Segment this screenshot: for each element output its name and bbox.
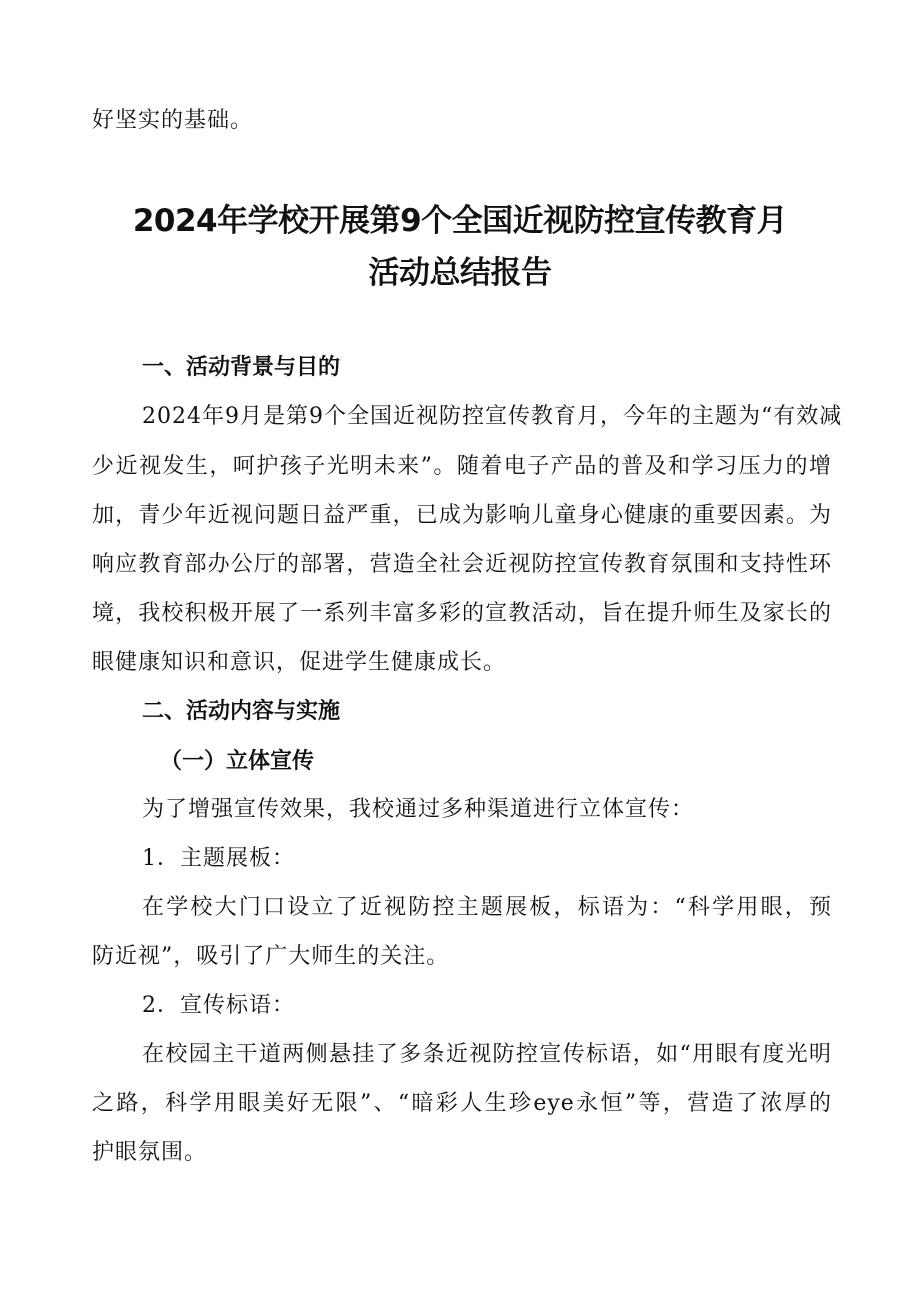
- item-1-text-line: 在学校大门口设立了近视防控主题展板，标语为：“科学用眼，预: [142, 895, 832, 920]
- item-1-text-line: 防近视”，吸引了广大师生的关注。: [92, 944, 450, 969]
- section-1-paragraph-line: 加，青少年近视问题日益严重，已成为影响儿童身心健康的重要因素。为: [92, 503, 832, 528]
- section-1-paragraph-line: 响应教育部办公厅的部署，营造全社会近视防控宣传教育氛围和支持性环: [92, 552, 832, 577]
- section-1-paragraph-line: 2024年9月是第9个全国近视防控宣传教育月，今年的主题为“有效减: [142, 404, 843, 429]
- section-1-paragraph-line: 眼健康知识和意识，促进学生健康成长。: [92, 650, 507, 675]
- section-2-subheading: （一）立体宣传: [160, 748, 315, 774]
- item-2-label: 2．宣传标语：: [142, 993, 295, 1018]
- section-1-heading: 一、活动背景与目的: [142, 355, 341, 380]
- item-2-text-line: 之路，科学用眼美好无限”、“暗彩人生珍eye永恒”等，营造了浓厚的: [92, 1091, 832, 1116]
- section-1-paragraph-line: 少近视发生，呵护孩子光明未来”。随着电子产品的普及和学习压力的增: [92, 454, 832, 479]
- item-1-label: 1．主题展板：: [142, 846, 295, 871]
- carryover-line: 好坚实的基础。: [92, 108, 254, 133]
- item-2-text-line: 护眼氛围。: [92, 1140, 208, 1165]
- section-2-intro: 为了增强宣传效果，我校通过多种渠道进行立体宣传：: [142, 797, 695, 822]
- document-title-line-1: 2024年学校开展第9个全国近视防控宣传教育月: [132, 203, 788, 239]
- section-2-heading: 二、活动内容与实施: [142, 699, 341, 724]
- section-1-paragraph-line: 境，我校积极开展了一系列丰富多彩的宣教活动，旨在提升师生及家长的: [92, 601, 832, 626]
- item-2-text-line: 在校园主干道两侧悬挂了多条近视防控宣传标语，如“用眼有度光明: [142, 1042, 832, 1067]
- document-title-line-2: 活动总结报告: [368, 255, 552, 291]
